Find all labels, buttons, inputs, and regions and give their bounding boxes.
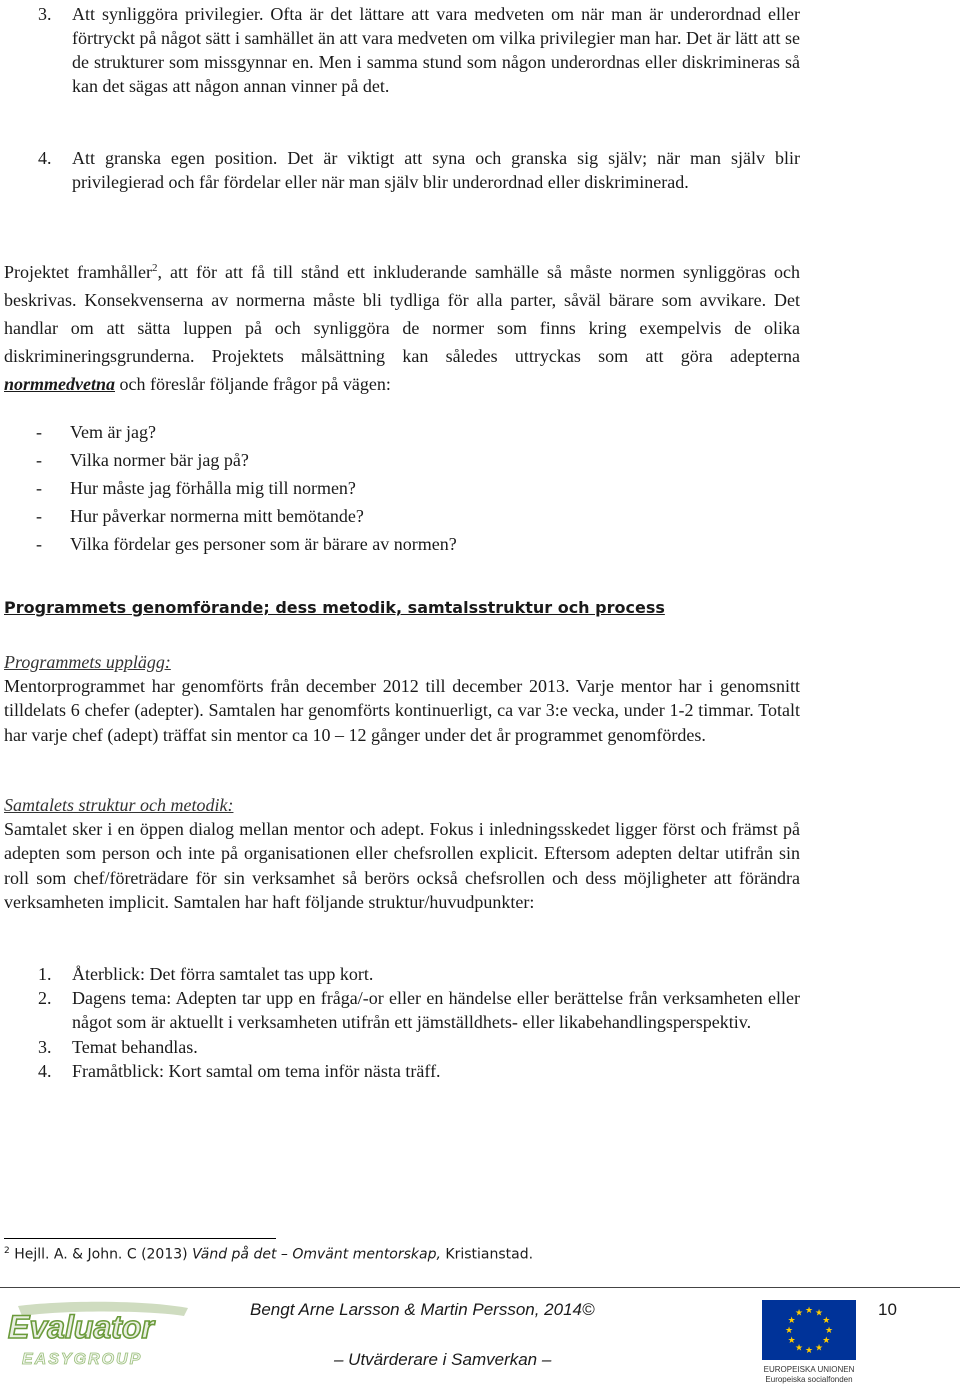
footer-authors: Bengt Arne Larsson & Martin Persson, 2014© <box>250 1300 595 1319</box>
structure-list <box>38 962 800 1083</box>
eu-star-icon: ★ <box>804 1305 814 1315</box>
list-item: 4. Framåtblick: Kort samtal om tema inför nästa träff. <box>38 1060 441 1081</box>
logo-wordmark: Evaluator <box>8 1309 154 1345</box>
eu-star-icon: ★ <box>794 1342 804 1353</box>
list-item: - Vilka normer bär jag på? <box>36 450 249 470</box>
list-item: 3. Temat behandlas. <box>38 1036 198 1057</box>
list-item: 1. Återblick: Det förra samtalet tas upp kort. <box>38 964 374 984</box>
list-item: - Hur påverkar normerna mitt bemötande? <box>36 506 364 526</box>
point-text: Att granska egen position. Det är viktigt att syna och granska sig själv; när man själv blir privilegierad och får fördelar eller när man själv blir underordnad eller diskriminerad. <box>72 148 800 192</box>
point-3 <box>38 2 800 98</box>
eu-star-icon: ★ <box>784 1325 794 1335</box>
footnote-ref: 2 <box>151 262 158 274</box>
point-text: Att synliggöra privilegier. Ofta är det lättare att vara medveten om när man är underordnad eller förtryckt på något sätt i samhället än att vara medveten om vilka privilegier man har. Det är lätt att se de strukturer som missgynnar en. Men i samma stund som någon underordnas eller diskrimineras så kan det sägas att någon annan vinner på det. <box>72 4 800 96</box>
project-paragraph <box>4 258 800 398</box>
section-heading: Programmets genomförande; dess metodik, samtalsstruktur och process <box>4 598 665 617</box>
eu-star-icon: ★ <box>814 1342 824 1353</box>
footer-divider <box>0 1287 960 1288</box>
point-number: 4. <box>38 148 52 168</box>
footnote: $^2$ Hejll. A. & John. C (2013) Vänd på det – Omvänt mentorskap, Kristianstad. <box>4 1246 534 1263</box>
paragraph-text: och föreslår följande frågor på vägen: <box>115 374 391 394</box>
struktur-heading: Samtalets struktur och metodik: <box>4 795 234 815</box>
footnote-divider <box>4 1238 276 1239</box>
eu-star-icon: ★ <box>824 1325 834 1335</box>
eu-text: EUROPEISKA UNIONEN Europeiska socialfonden <box>763 1365 855 1384</box>
upplagg-heading: Programmets upplägg: <box>4 652 171 672</box>
eu-star-icon: ★ <box>822 1315 831 1325</box>
eu-star-icon: ★ <box>787 1335 796 1345</box>
eu-star-icon: ★ <box>794 1307 804 1318</box>
list-item: - Vilka fördelar ges personer som är bärare av normen? <box>36 534 457 554</box>
logo-subtitle: EASYGROUP <box>22 1351 143 1368</box>
eu-flag-icon <box>760 1300 858 1360</box>
struktur-text: Samtalet sker i en öppen dialog mellan mentor och adept. Fokus i inledningsskedet ligger först och främst på adepten som person och inte på organisationen eller chefsrollen explicit. Eftersom adepten deltar utifrån sin roll som chef/företrädare för sin verksamhet så berörs också chefsrollen och dess möjligheter att förändra verksamheten implicit. Samtalen har haft följande struktur/huvudpunkter: <box>4 819 800 912</box>
upplagg-text: Mentorprogrammet har genomförts från december 2012 till december 2013. Varje mentor har i genomsnitt tilldelats 6 chefer (adepter). Samtalen har genomförts kontinuerligt, ca var 3:e vecka, under 1-2 timmar. Totalt har varje chef (adept) träffat sin mentor ca 10 – 12 gånger under det år programmet genomfördes. <box>4 676 800 745</box>
footnote-title: Vänd på det – Omvänt mentorskap, <box>192 1246 441 1263</box>
list-item: 2. Dagens tema: Adepten tar upp en fråga/-or eller en händelse eller berättelse från verksamheten eller något som är aktuellt i verksamheten utifrån ett jämställdhets- eller likabehandlingsperspektiv. <box>38 988 800 1033</box>
paragraph-text: , att för att få till stånd ett inkluderande samhälle så måste normen synliggöras och beskrivas. Konsekvenserna av normerna måste bli tydliga för alla parter, såväl bärare som avvikare. Det handlar om att sätta luppen på och synliggöra de normer som finns kring exempelvis de olika diskrimineringsgrunderna. Projektets målsättning kan således uttryckas som att göra adepterna <box>4 262 800 366</box>
point-number: 3. <box>38 4 52 24</box>
eu-star-icon: ★ <box>822 1335 831 1345</box>
evaluator-logo <box>4 1298 190 1370</box>
paragraph-text: Projektet framhåller <box>4 262 152 282</box>
list-item: - Vem är jag? <box>36 422 156 442</box>
footnote-number: 2 <box>4 1246 10 1256</box>
footer-organization: – Utvärderare i Samverkan – <box>334 1350 552 1369</box>
question-list <box>36 418 457 558</box>
list-item: - Hur måste jag förhålla mig till normen? <box>36 478 356 498</box>
eu-logo <box>760 1300 858 1386</box>
eu-star-icon: ★ <box>787 1315 796 1325</box>
eu-star-icon: ★ <box>814 1307 824 1318</box>
point-4 <box>38 146 800 194</box>
eu-star-icon: ★ <box>804 1345 814 1355</box>
page-number: 10 <box>878 1300 897 1319</box>
emphasis-text: normmedvetna <box>4 374 115 394</box>
